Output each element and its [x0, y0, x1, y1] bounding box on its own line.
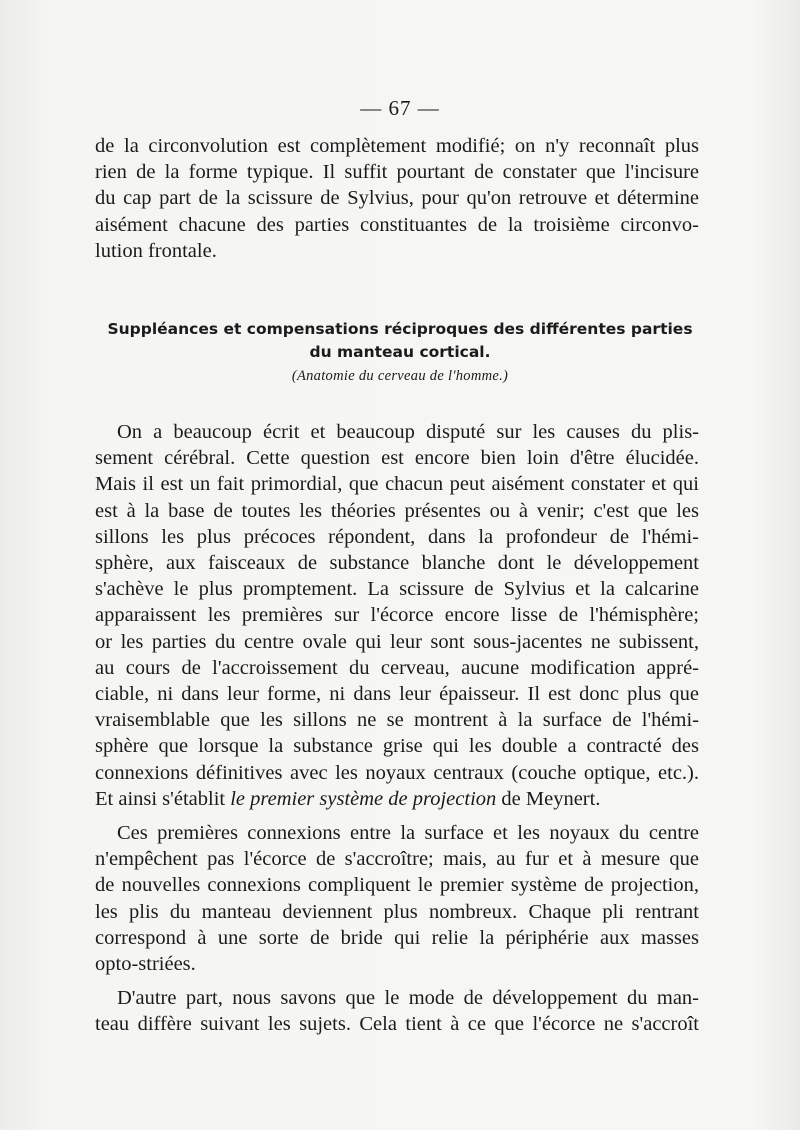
text-line: opto-striées.	[95, 953, 196, 976]
text-line: correspond à une sorte de bride qui relie la périphérie aux masses	[95, 926, 699, 949]
text-line: vraisemblable que les sillons ne se montrent à la surface de l'hémi-	[95, 709, 699, 732]
text-line: n'empêchent pas l'écorce de s'accroître; mais, au fur et à mesure que	[95, 848, 699, 871]
text-line: les plis du manteau deviennent plus nombreux. Chaque pli rentrant	[95, 900, 699, 923]
paragraph	[95, 985, 699, 1037]
paragraph	[95, 419, 699, 812]
text-line: apparaissent les premières sur l'écorce encore lisse de l'hémisphère;	[95, 604, 699, 627]
text-line: rien de la forme typique. Il suffit pourtant de constater que l'incisure	[95, 161, 699, 184]
italic-term: le premier système de projection	[230, 787, 497, 810]
text-line: s'achève le plus promptement. La scissure de Sylvius et la calcarine	[95, 578, 699, 601]
top-paragraph	[95, 133, 699, 264]
body-text	[95, 419, 699, 1038]
text-line: sement cérébral. Cette question est encore bien loin d'être élucidée.	[95, 447, 699, 470]
text-line: aisément chacune des parties constituantes de la troisième circonvo-	[95, 213, 699, 236]
text-line: ciable, ni dans leur forme, ni dans leur épaisseur. Il est donc plus que	[95, 683, 699, 706]
text-line	[95, 786, 699, 812]
text-line: Ces premières connexions entre la surface et les noyaux du centre	[117, 822, 699, 845]
text-line: de nouvelles connexions compliquent le premier système de projection,	[95, 874, 699, 897]
paragraph	[95, 820, 699, 977]
text-line: sphère que lorsque la substance grise qui les double a contracté des	[95, 735, 699, 758]
section-title-line: Suppléances et compensations réciproques des différentes parties	[107, 320, 693, 338]
text-line: connexions définitives avec les noyaux centraux (couche optique, etc.).	[95, 761, 699, 784]
text-line: est à la base de toutes les théories présentes ou à venir; c'est que les	[95, 499, 699, 522]
text-line: sphère, aux faisceaux de substance blanche dont le développement	[95, 552, 699, 575]
text-line: de la circonvolution est complètement modifié; on n'y reconnaît plus	[95, 135, 699, 157]
text-fragment: de Meynert.	[496, 787, 601, 810]
section-title	[0, 318, 800, 364]
text-line: du cap part de la scissure de Sylvius, pour qu'on retrouve et détermine	[95, 187, 699, 210]
page-number: — 67 —	[360, 96, 440, 120]
text-line: sillons les plus précoces répondent, dans la profondeur de l'hémi-	[95, 525, 699, 548]
section-subtitle: (Anatomie du cerveau de l'homme.)	[291, 368, 509, 384]
text-fragment: Et ainsi s'établit	[95, 787, 231, 810]
text-line: lution frontale.	[95, 239, 217, 262]
text-line: Mais il est un fait primordial, que chacun peut aisément constater et qui	[95, 473, 699, 496]
text-line: or les parties du centre ovale qui leur sont sous-jacentes ne subissent,	[95, 630, 699, 653]
text-line: au cours de l'accroissement du cerveau, aucune modification appré-	[95, 656, 699, 679]
text-line: D'autre part, nous savons que le mode de développement du man-	[117, 987, 699, 1010]
text-line: On a beaucoup écrit et beaucoup disputé sur les causes du plis-	[117, 421, 699, 443]
section-title-line: du manteau cortical.	[309, 343, 491, 361]
text-line: teau diffère suivant les sujets. Cela tient à ce que l'écorce ne s'accroît	[95, 1013, 699, 1036]
